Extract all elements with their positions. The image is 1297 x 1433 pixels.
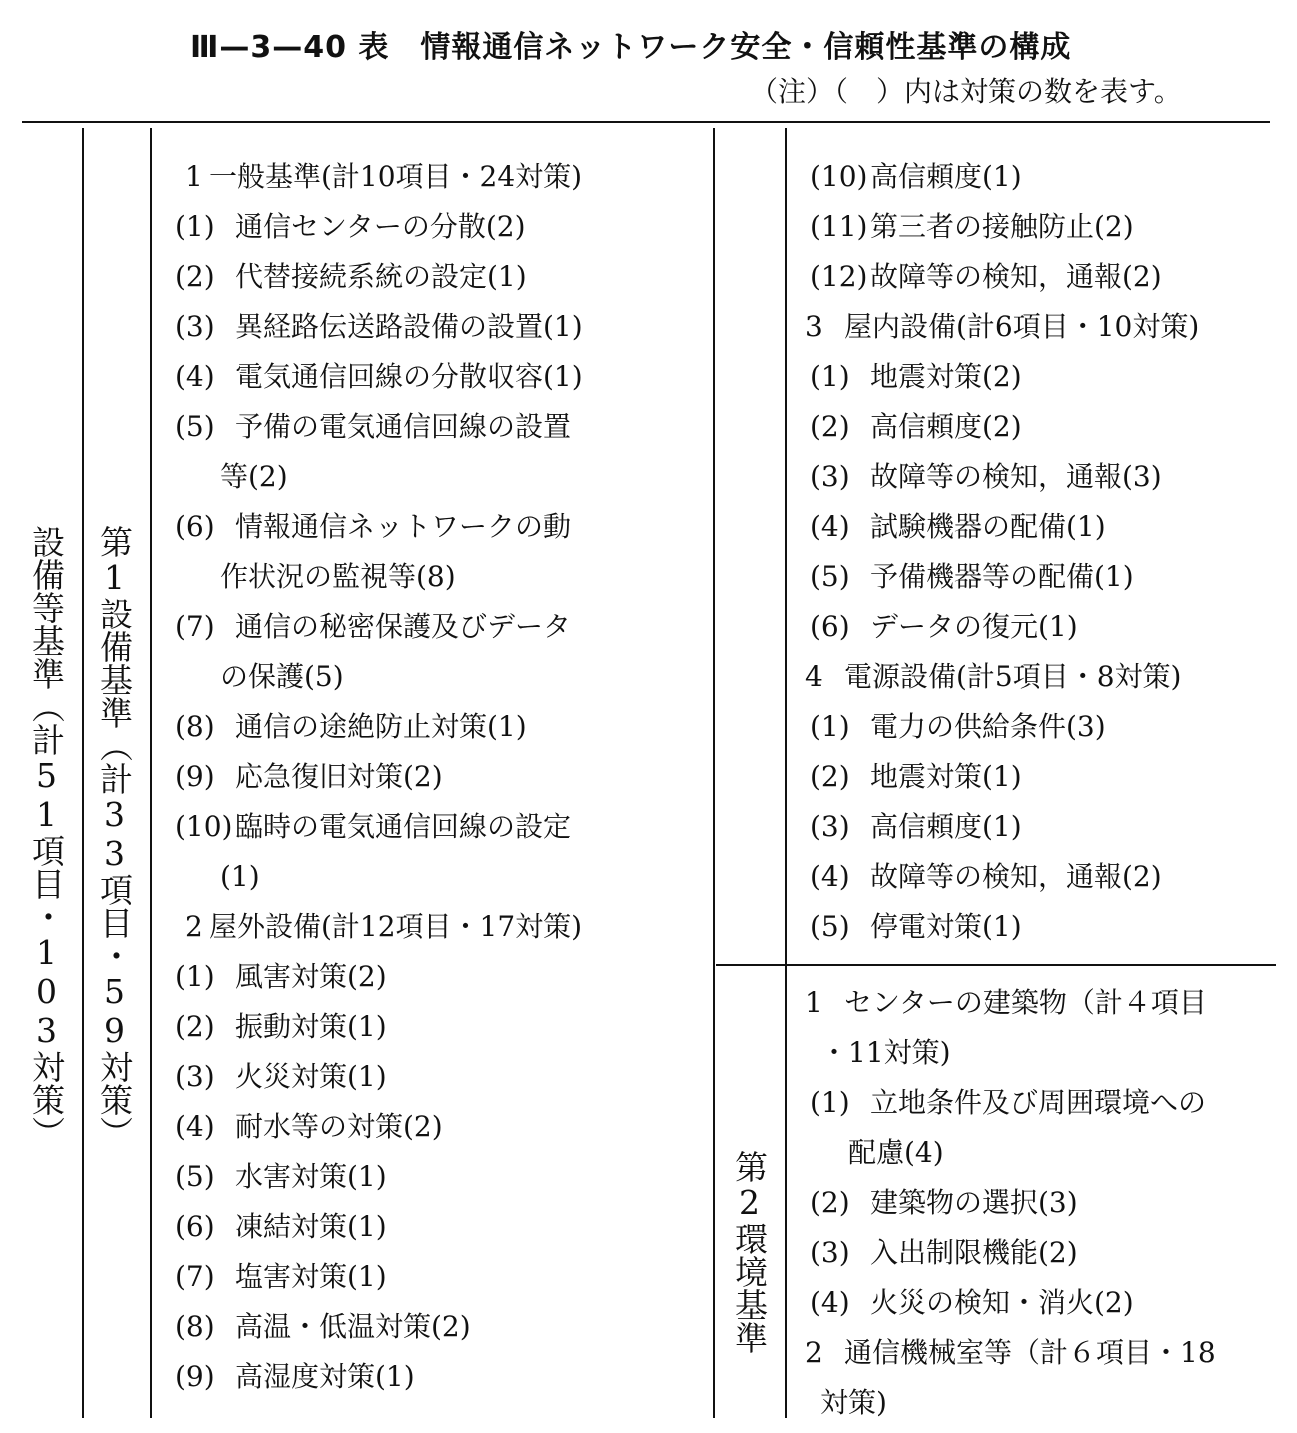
list-item: (3) 火災対策(1) xyxy=(175,1060,387,1093)
section-title: 電源設備(計5項目・8対策) xyxy=(844,660,1182,693)
list-item: (7) 通信の秘密保護及びデータ xyxy=(175,610,572,643)
divider-second xyxy=(785,128,787,1418)
section-number: 2 xyxy=(805,1336,823,1369)
section-number: 1 xyxy=(805,986,823,1019)
section-number: 4 xyxy=(805,660,823,693)
column-1 xyxy=(165,152,705,1402)
list-item: (4) 火災の検知・消火(2) xyxy=(810,1286,1134,1319)
section-heading xyxy=(800,302,1280,352)
list-item: (1) 風害対策(2) xyxy=(175,960,387,993)
top-rule xyxy=(22,121,1270,123)
label-second-environment-standard: 第2環境基準 xyxy=(730,1150,769,1354)
table-title: Ⅲ—3—40 表 情報通信ネットワーク安全・信頼性基準の構成 xyxy=(190,30,1072,65)
section-number: 1 xyxy=(185,160,203,193)
list-item: (5) 予備機器等の配備(1) xyxy=(810,560,1134,593)
list-item-continuation: の保護(5) xyxy=(220,660,344,693)
list-item: (3) 故障等の検知，通報(3) xyxy=(810,460,1162,493)
section-heading xyxy=(165,902,705,952)
label-first-equipment-standard: 第1設備基準（計33項目・59対策） xyxy=(95,525,134,1149)
list-item: (5) 停電対策(1) xyxy=(810,910,1022,943)
column-2 xyxy=(800,152,1280,952)
section-number: 3 xyxy=(805,310,823,343)
list-item: (2) 代替接続系統の設定(1) xyxy=(175,260,527,293)
list-item-continuation: 等(2) xyxy=(220,460,288,493)
divider-left xyxy=(82,128,84,1418)
list-item: (9) 高湿度対策(1) xyxy=(175,1360,415,1393)
section-rule xyxy=(716,964,1276,966)
list-item: (9) 応急復旧対策(2) xyxy=(175,760,443,793)
list-item: (1) 地震対策(2) xyxy=(810,360,1022,393)
list-item: (2) 建築物の選択(3) xyxy=(810,1186,1078,1219)
section-heading xyxy=(800,652,1280,702)
list-item: (4) 電気通信回線の分散収容(1) xyxy=(175,360,583,393)
divider-first xyxy=(150,128,152,1418)
list-item: (6) データの復元(1) xyxy=(810,610,1078,643)
list-item: (8) 通信の途絶防止対策(1) xyxy=(175,710,527,743)
table-note: （注）（ ）内は対策の数を表す。 xyxy=(750,75,1182,108)
list-item: (3) 異経路伝送路設備の設置(1) xyxy=(175,310,583,343)
list-item: (2) 高信頼度(2) xyxy=(810,410,1022,443)
column-3 xyxy=(800,978,1280,1428)
list-item-continuation: 作状況の監視等(8) xyxy=(220,560,456,593)
section-title-continuation: ・11対策) xyxy=(820,1036,951,1069)
divider-center xyxy=(713,128,715,1418)
list-item: (12)故障等の検知，通報(2) xyxy=(810,260,1162,293)
section-title: センターの建築物（計４項目 xyxy=(844,986,1207,1019)
list-item: (4) 故障等の検知，通報(2) xyxy=(810,860,1162,893)
section-title: 通信機械室等（計６項目・18 xyxy=(844,1336,1216,1369)
section-heading xyxy=(800,1328,1280,1378)
section-title: 屋内設備(計6項目・10対策) xyxy=(844,310,1200,343)
section-title: 一般基準(計10項目・24対策) xyxy=(209,160,583,193)
list-item: (4) 耐水等の対策(2) xyxy=(175,1110,443,1143)
list-item-continuation: (1) xyxy=(220,860,260,893)
list-item: (8) 高温・低温対策(2) xyxy=(175,1310,471,1343)
section-title: 屋外設備(計12項目・17対策) xyxy=(209,910,583,943)
list-item-continuation: 配慮(4) xyxy=(848,1136,944,1169)
list-item: (6) 凍結対策(1) xyxy=(175,1210,387,1243)
list-item: (2) 地震対策(1) xyxy=(810,760,1022,793)
list-item: (3) 入出制限機能(2) xyxy=(810,1236,1078,1269)
list-item: (11)第三者の接触防止(2) xyxy=(810,210,1134,243)
list-item: (4) 試験機器の配備(1) xyxy=(810,510,1106,543)
list-item: (5) 予備の電気通信回線の設置 xyxy=(175,410,572,443)
list-item: (7) 塩害対策(1) xyxy=(175,1260,387,1293)
section-heading xyxy=(800,978,1280,1028)
list-item: (10)臨時の電気通信回線の設定 xyxy=(175,810,572,843)
list-item: (1) 立地条件及び周囲環境への xyxy=(810,1086,1207,1119)
section-title-continuation: 対策) xyxy=(820,1386,887,1419)
list-item: (6) 情報通信ネットワークの動 xyxy=(175,510,572,543)
section-heading xyxy=(165,152,705,202)
list-item: (5) 水害対策(1) xyxy=(175,1160,387,1193)
list-item: (3) 高信頼度(1) xyxy=(810,810,1022,843)
list-item: (2) 振動対策(1) xyxy=(175,1010,387,1043)
section-number: 2 xyxy=(185,910,203,943)
list-item: (1) 電力の供給条件(3) xyxy=(810,710,1106,743)
label-main-category: 設備等基準（計51項目・103対策） xyxy=(27,525,66,1149)
list-item: (1) 通信センターの分散(2) xyxy=(175,210,526,243)
list-item: (10)高信頼度(1) xyxy=(810,160,1022,193)
